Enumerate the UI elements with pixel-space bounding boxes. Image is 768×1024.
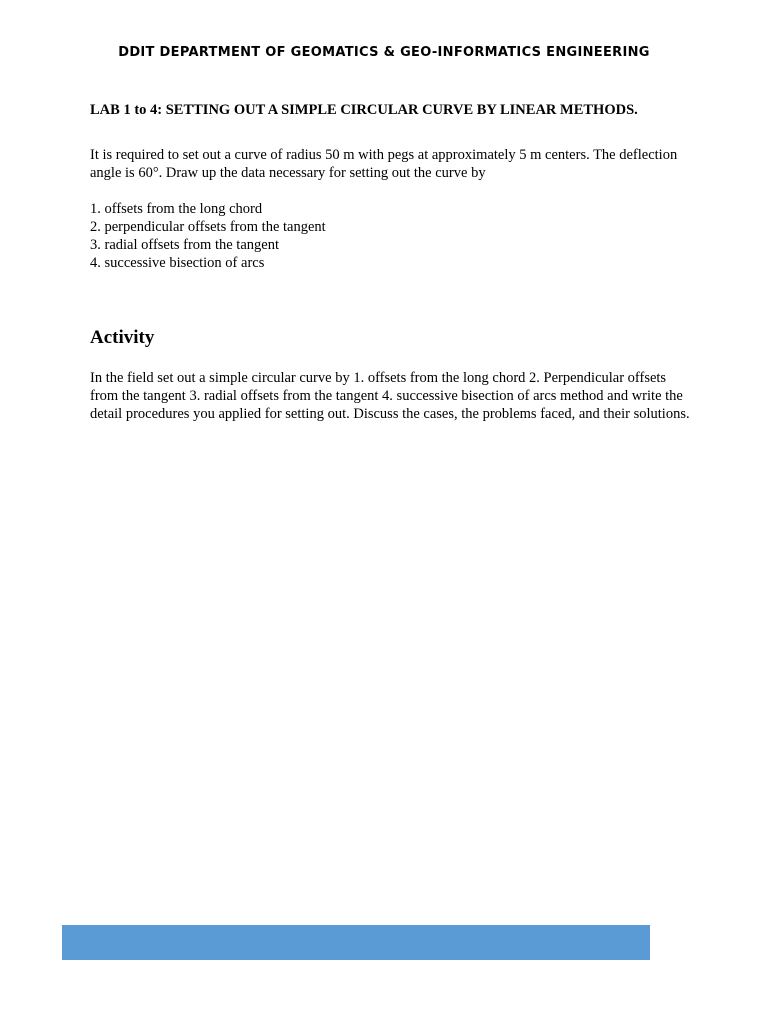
method-item-4: 4. successive bisection of arcs	[90, 255, 265, 271]
method-item-1: 1. offsets from the long chord	[90, 201, 263, 217]
lab-intro-paragraph: It is required to set out a curve of radius 50 m with pegs at approximately 5 m centers. The deflection angle is 60°. Draw up the data necessary for setting out the curve by	[90, 147, 678, 181]
department-header: DDIT DEPARTMENT OF GEOMATICS & GEO-INFORMATICS ENGINEERING	[118, 45, 650, 60]
method-item-3: 3. radial offsets from the tangent	[90, 237, 279, 253]
activity-heading: Activity	[90, 327, 155, 348]
method-item-2: 2. perpendicular offsets from the tangent	[90, 219, 326, 235]
footer-bar	[62, 925, 650, 960]
lab-title: LAB 1 to 4: SETTING OUT A SIMPLE CIRCULAR CURVE BY LINEAR METHODS.	[90, 102, 638, 118]
activity-paragraph: In the field set out a simple circular curve by 1. offsets from the long chord 2. Perpendicular offsets from the tangent 3. radial offsets from the tangent 4. successive bisection of arcs method and write the detail procedures you applied for setting out. Discuss the cases, the problems faced, and their solutions.	[90, 370, 690, 422]
setting-out-methods-list	[90, 200, 326, 272]
